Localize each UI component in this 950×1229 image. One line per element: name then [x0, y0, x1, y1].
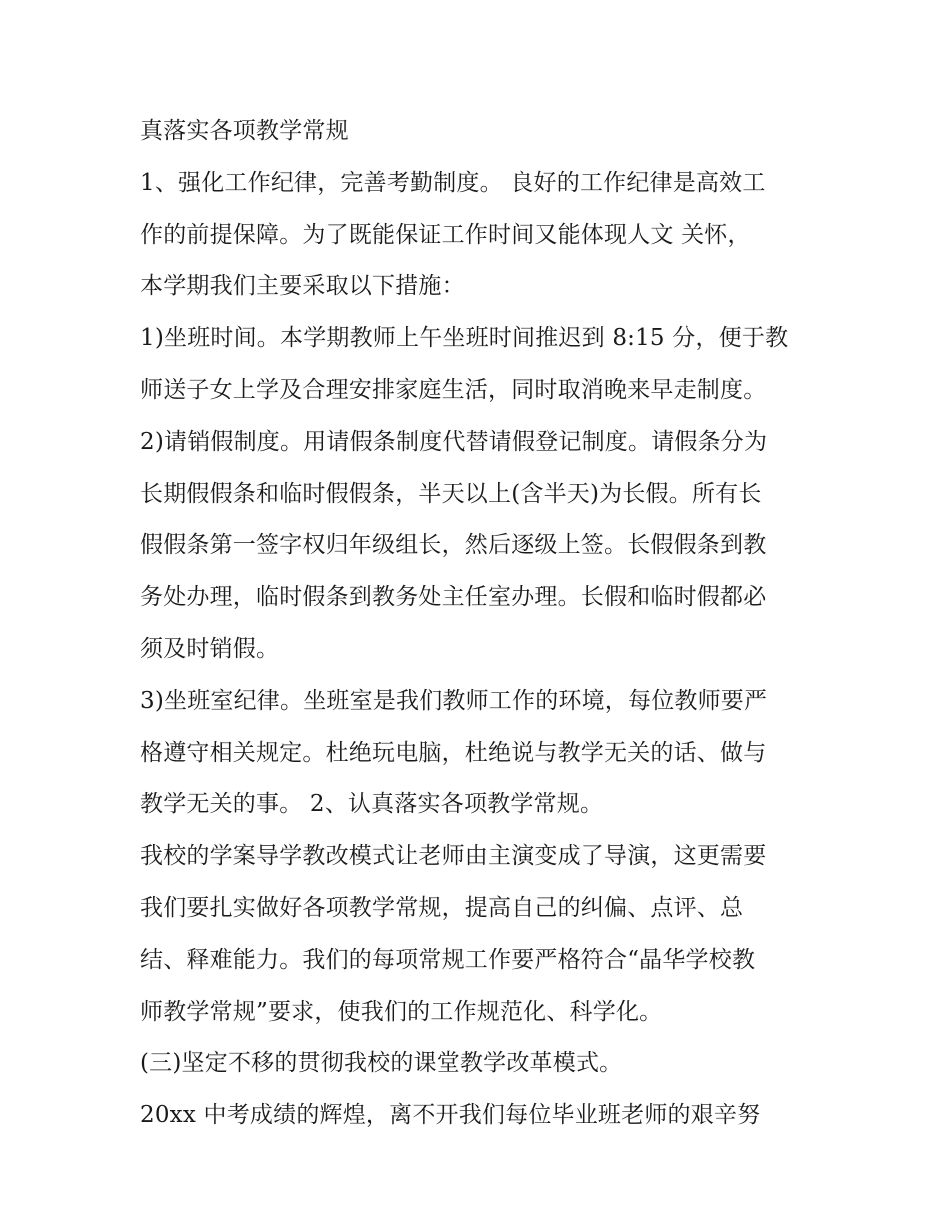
text-line: 我们要扎实做好各项教学常规，提高自己的纠偏、点评、总 [140, 894, 744, 921]
text-line: 3)坐班室纪律。坐班室是我们教师工作的环境，每位教师要严 [140, 687, 768, 714]
text-line: 1)坐班时间。本学期教师上午坐班时间推迟到 8:15 分，便于教 [140, 325, 789, 352]
text-line: 2)请销假制度。用请假条制度代替请假登记制度。请假条分为 [140, 428, 768, 455]
text-line: 结、释难能力。我们的每项常规工作要严格符合“晶华学校教 [140, 946, 756, 973]
text-line: 20xx 中考成绩的辉煌，离不开我们每位毕业班老师的艰辛努 [140, 1102, 761, 1129]
text-line: 本学期我们主要采取以下措施： [140, 273, 465, 300]
text-line: 我校的学案导学教改模式让老师由主演变成了导演，这更需要 [140, 843, 767, 870]
text-line: 长期假假条和临时假假条，半天以上(含半天)为长假。所有长 [140, 480, 762, 507]
text-line: 作的前提保障。为了既能保证工作时间又能体现人文 关怀， [140, 221, 751, 248]
text-line: 真落实各项教学常规 [140, 118, 349, 144]
text-line: (三)坚定不移的贯彻我校的课堂教学改革模式。 [140, 1050, 623, 1077]
document-body [140, 106, 830, 1142]
text-line: 格遵守相关规定。杜绝玩电脑，杜绝说与教学无关的话、做与 [140, 739, 767, 766]
text-line: 务处办理，临时假条到教务处主任室办理。长假和临时假都必 [140, 584, 767, 611]
text-line: 须及时销假。 [140, 635, 280, 662]
text-line: 师教学常规”要求，使我们的工作规范化、科学化。 [140, 998, 663, 1025]
text-line: 师送子女上学及合理安排家庭生活，同时取消晚来早走制度。 [140, 376, 767, 403]
text-line: 1、强化工作纪律，完善考勤制度。 良好的工作纪律是高效工 [140, 169, 766, 196]
text-line: 假假条第一签字权归年级组长，然后逐级上签。长假假条到教 [140, 532, 767, 559]
text-line: 教学无关的事。 2、认真落实各项教学常规。 [140, 791, 604, 818]
